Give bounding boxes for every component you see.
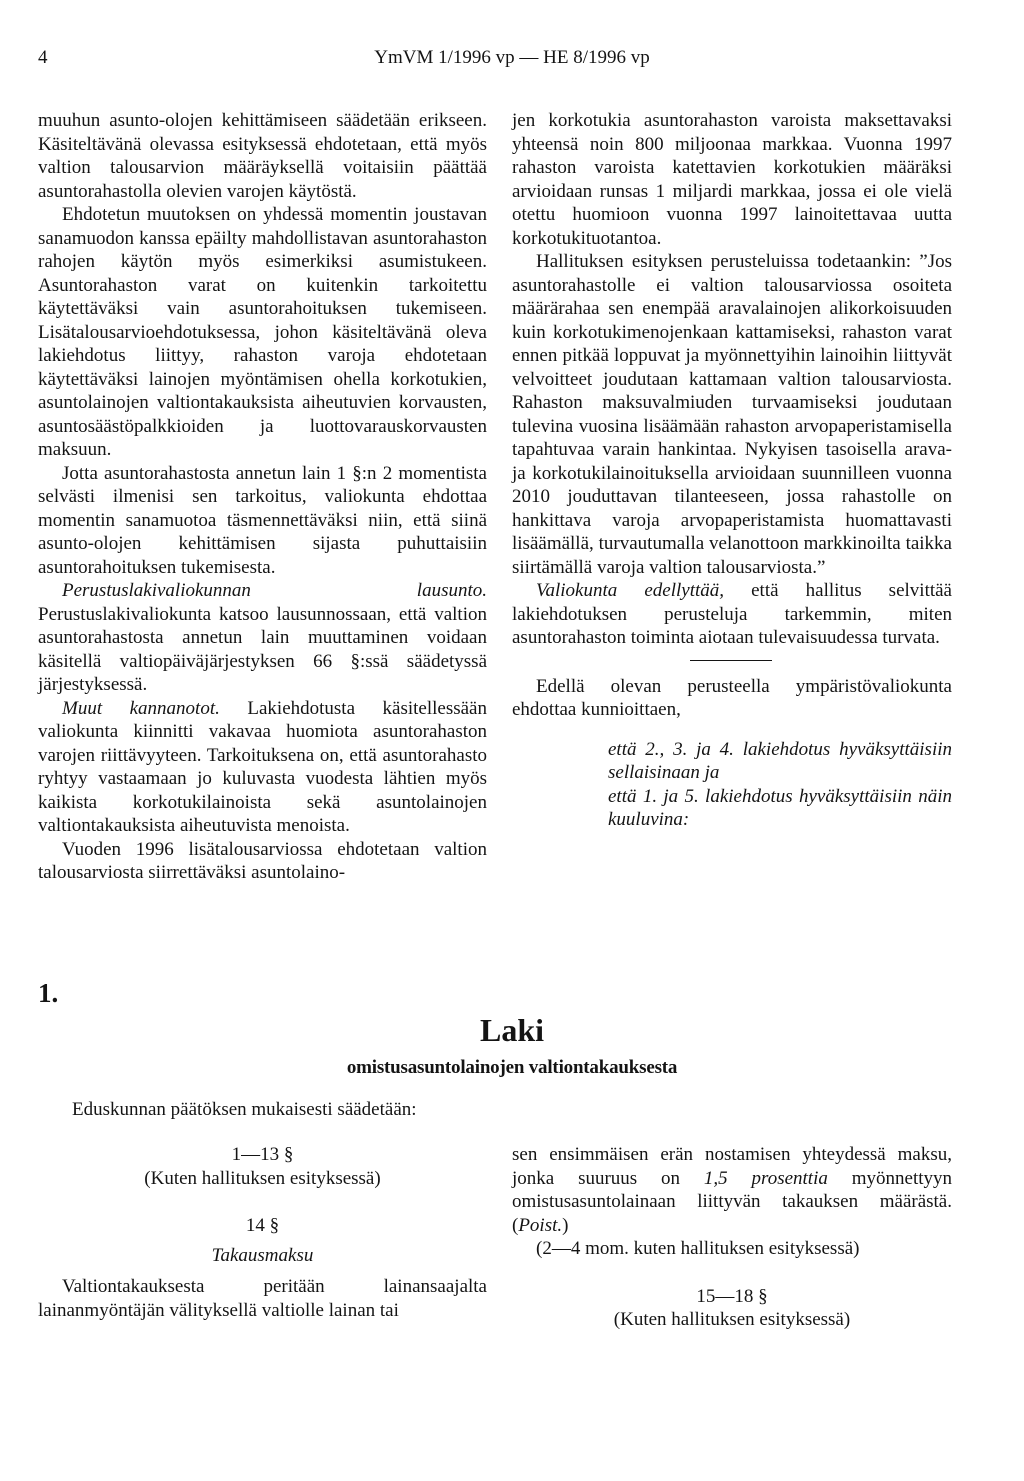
spacer — [512, 1261, 952, 1285]
section-note: (Kuten hallituksen esityksessä) — [613, 1309, 851, 1330]
closing-statement: että 2., 3. ja 4. lakiehdotus hyväksyttäisiin sellaisinaan ja — [608, 738, 952, 783]
paragraph — [38, 697, 487, 838]
law-title: Laki — [479, 1012, 545, 1048]
section-heading: 1—13 § — [231, 1144, 294, 1165]
closing-statement: että 1. ja 5. lakiehdotus hyväksyttäisiin näin kuuluvina: — [608, 785, 952, 830]
section-heading: 14 § — [245, 1215, 280, 1236]
page-number: 4 — [38, 47, 48, 68]
section-text — [512, 1143, 952, 1237]
paragraph: jen korkotukia asuntorahaston varoista maksettavaksi yhteensä noin 800 miljoonaa markkaa. Vuonna 1997 rahaston varoista katettavien korkotukien määräksi arvioidaan runsas 1 miljardi markkaa, jossa ei ole vielä otettu huomioon vuonna 1997 lainoitettavaa uutta korkotukituotantoa. — [512, 110, 952, 249]
paragraph — [512, 579, 952, 650]
paragraph-text: Lakiehdotusta käsitellessään valiokunta kiinnitti vakavaa huomiota asuntorahaston varojen riittävyyteen. Tarkoituksena on, että asuntorahasto ryhtyy vastaamaan jo kuluvasta vuodesta lähtien myös kaikista korkotukilainoista sekä asuntolainojen valtiontakauksista aiheutuvista menoista. — [38, 697, 487, 836]
section-lead: Muut kannanotot. — [62, 697, 220, 719]
deleted-marker: Poist. — [518, 1214, 563, 1236]
spacer — [38, 1190, 487, 1214]
paragraph-text: Perustuslakivaliokunta katsoo lausunnossaan, että valtion asuntorahastosta annetun lain muuttaminen voidaan käsitellä valtiopäiväjärjestyksen 66 §:ssä säädetyssä järjestyksessä. — [38, 603, 487, 695]
paragraph: muuhun asunto-olojen kehittämiseen säädetään erikseen. Käsiteltävänä olevassa esityksessä ehdotetaan, että myös valtion talousarvion määräyksellä voitaisiin päättää asuntorahastolla olevien varojen käytöstä. — [38, 110, 487, 202]
spacer — [512, 722, 952, 738]
right-column — [512, 109, 952, 832]
section-note: (Kuten hallituksen esityksessä) — [144, 1167, 381, 1189]
paragraph: Vuoden 1996 lisätalousarviossa ehdotetaan valtion talousarviosta siirrettäväksi asuntolaino- — [38, 838, 487, 883]
page-header-title: YmVM 1/1996 vp — HE 8/1996 vp — [374, 47, 650, 68]
law-subtitle: omistusasuntolainojen valtiontakauksesta — [346, 1057, 678, 1078]
paragraph: Hallituksen esityksen perusteluissa todetaankin: ”Jos asuntorahastolle ei valtion talousarviossa osoiteta määrärahaa sen enempää aravalainojen alikorkoisuuden kuin korkotukimenojenkaan kattamiseksi, rahaston varat ennen pitkää loppuvat ja myönnettyihin lainoihin liittyvät velvoitteet joudutaan kattamaan valtion talousarviosta. Rahaston maksuvalmiuden turvaamiseksi joudutaan tulevina vuosina lisäämään rahaston arvopaperistamisella tapahtuvaa varain hankintaa. Nykyisen tasoisella arava- ja korkotukilainoituksella arvioidaan suunnilleen vuonna 2010 jouduttavan tilanteeseen, jossa rahastolle on hankittava varoja arvopaperistamista huomattavasti lisäämällä, turvautumalla velanottoon markkinoilta taikka siirtämällä varoja valtion talousarviosta.” — [512, 251, 952, 578]
section-heading: 15—18 § — [696, 1285, 768, 1307]
law-left-column — [38, 1143, 487, 1322]
section-title: Takausmaksu — [211, 1244, 314, 1266]
law-number: 1. — [38, 978, 59, 1008]
amended-text: 1,5 prosenttia — [703, 1167, 828, 1189]
text-run: ) — [562, 1214, 569, 1236]
paragraph — [38, 579, 487, 697]
section-text: Valtiontakauksesta peritään lainansaajalta lainanmyöntäjän välityksellä valtiolle lainan tai — [38, 1276, 487, 1321]
section-note: (2—4 mom. kuten hallituksen esityksessä) — [536, 1238, 860, 1259]
text-run: sen ensimmäisen erän nostamisen yhteydessä maksu, jonka suuruus on — [512, 1144, 952, 1189]
paragraph: Jotta asuntorahastosta annetun lain 1 §:n 2 momentista selvästi ilmenisi sen tarkoitus, valiokunta ehdottaa momentin sanamuotoa täsmennettäväksi niin, että siinä asunto-olojen kehittämisen sijasta puhuttaisiin asuntorahoituksen tukemisesta. — [38, 462, 487, 578]
paragraph: Ehdotetun muutoksen on yhdessä momentin joustavan sanamuodon kanssa epäilty mahdollistavan asuntorahaston rahojen käytön myös esimerkiksi asumistukeen. Asuntorahaston varat on kuitenkin tarkoitettu käytettäväksi vain asuntorahoituksen tukemiseen. Lisätalousarvioehdotuksessa, johon käsiteltävänä oleva lakiehdotus liittyy, rahaston varoja ehdotetaan käytettäväksi lainojen myöntämisen ohella korkotukien, asuntolainojen valtiontakauksista aiheutuvien korvausten, asuntosäästöpalkkioiden ja luottovarauskorvausten maksuun. — [38, 204, 487, 460]
section-lead: Valiokunta edellyttää, — [536, 580, 725, 601]
law-right-column — [512, 1143, 952, 1332]
paragraph: Edellä olevan perusteella ympäristövaliokunta ehdottaa kunnioittaen, — [512, 675, 952, 720]
section-lead: Perustuslakivaliokunnan lausunto. — [62, 580, 487, 601]
paragraph-text: että hallitus selvittää lakiehdotuksen perusteluja tarkemmin, miten asuntorahaston toiminta aiotaan tulevaisuudessa turvata. — [512, 580, 952, 648]
enactment-clause: Eduskunnan päätöksen mukaisesti säädetään: — [72, 1099, 417, 1120]
section-divider — [690, 660, 772, 661]
text-run: myönnettyyn omistusasuntolainaan liittyvän takauksen määrästä. ( — [512, 1167, 953, 1236]
left-column — [38, 109, 487, 885]
